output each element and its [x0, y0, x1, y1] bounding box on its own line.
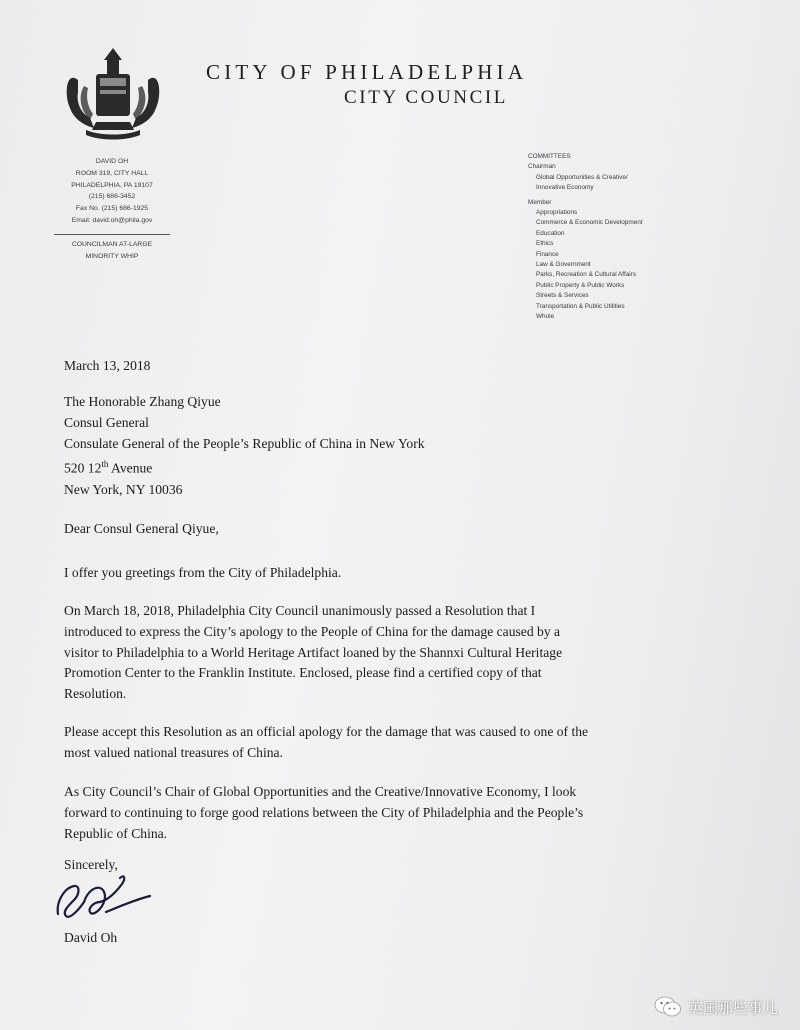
- member-item: Parks, Recreation & Cultural Affairs: [536, 271, 637, 279]
- sender-name: DAVID OH: [95, 158, 129, 165]
- chairman-item: Global Opportunities & Creative/: [536, 173, 628, 181]
- recipient-title: Consul General: [64, 414, 149, 430]
- paragraph-apology: Please accept this Resolution as an official apology for the damage that was caused to one of the most valued national treasures of China.: [64, 724, 589, 760]
- recipient-org: Consulate General of the People’s Republic of China in New York: [64, 435, 425, 451]
- sender-room: ROOM 319, CITY HALL: [75, 169, 149, 177]
- letter-date: March 13, 2018: [64, 358, 151, 373]
- sender-city: PHILADELPHIA, PA 19107: [71, 181, 153, 189]
- sender-divider: [54, 234, 170, 235]
- sender-block: [48, 156, 176, 262]
- wechat-watermark: [654, 996, 778, 1018]
- letterhead-city: CITY OF PHILADELPHIA: [206, 60, 528, 84]
- member-label: Member: [528, 198, 552, 206]
- paragraph-greeting: I offer you greetings from the City of Philadelphia.: [64, 565, 342, 580]
- member-item: Commerce & Economic Development: [536, 219, 643, 227]
- sender-phone: (215) 686-3452: [88, 193, 136, 201]
- recipient-name: The Honorable Zhang Qiyue: [64, 394, 221, 409]
- committees-block: [528, 152, 698, 323]
- recipient-city: New York, NY 10036: [64, 481, 183, 497]
- watermark-text: 英国那些事儿: [687, 998, 778, 1017]
- sender-email: Email: david.oh@phila.gov: [71, 216, 153, 224]
- salutation: Dear Consul General Qiyue,: [64, 521, 219, 536]
- member-item: Transportation & Public Utilities: [536, 302, 625, 310]
- member-item: Ethics: [536, 240, 554, 248]
- member-item: Streets & Services: [536, 292, 589, 300]
- paragraph-resolution: On March 18, 2018, Philadelphia City Council unanimously passed a Resolution that I introduced to express the City’s apology to the People of China for the damage caused by a visitor to Philadelphia to a World Heritage Artifact loaned by the Shannxi Cultural Heritage Promotion Center to the Franklin Institute. Enclosed, please find a certified copy of that Resolution.: [64, 603, 563, 702]
- handwritten-signature: [50, 862, 160, 932]
- sender-fax: Fax No. (215) 686-1925: [75, 205, 149, 213]
- signer-name: David Oh: [64, 930, 118, 945]
- paragraph-relations: As City Council’s Chair of Global Opportunities and the Creative/Innovative Economy, I look forward to continuing to forge good relations between the City of Philadelphia and the People’s Republic of China.: [64, 784, 584, 841]
- member-item: Appropriations: [536, 209, 578, 217]
- committees-heading: COMMITTEES: [528, 153, 571, 160]
- letterhead-council: CITY COUNCIL: [344, 87, 509, 108]
- member-item: Whole: [536, 313, 555, 321]
- member-item: Finance: [536, 250, 559, 258]
- member-item: Education: [536, 229, 565, 237]
- sender-title-1: COUNCILMAN AT-LARGE: [71, 240, 153, 248]
- wechat-icon: [654, 996, 682, 1018]
- member-item: Law & Government: [536, 261, 591, 269]
- recipient-address: [64, 392, 714, 501]
- sender-title-2: MINORITY WHIP: [85, 252, 139, 260]
- closing: Sincerely,: [64, 857, 118, 872]
- city-seal-logo: [60, 40, 166, 142]
- chairman-label: Chairman: [528, 163, 556, 171]
- chairman-item: Innovative Economy: [536, 184, 594, 192]
- member-item: Public Property & Public Works: [536, 281, 625, 289]
- recipient-street: 520 12th Avenue: [64, 459, 153, 476]
